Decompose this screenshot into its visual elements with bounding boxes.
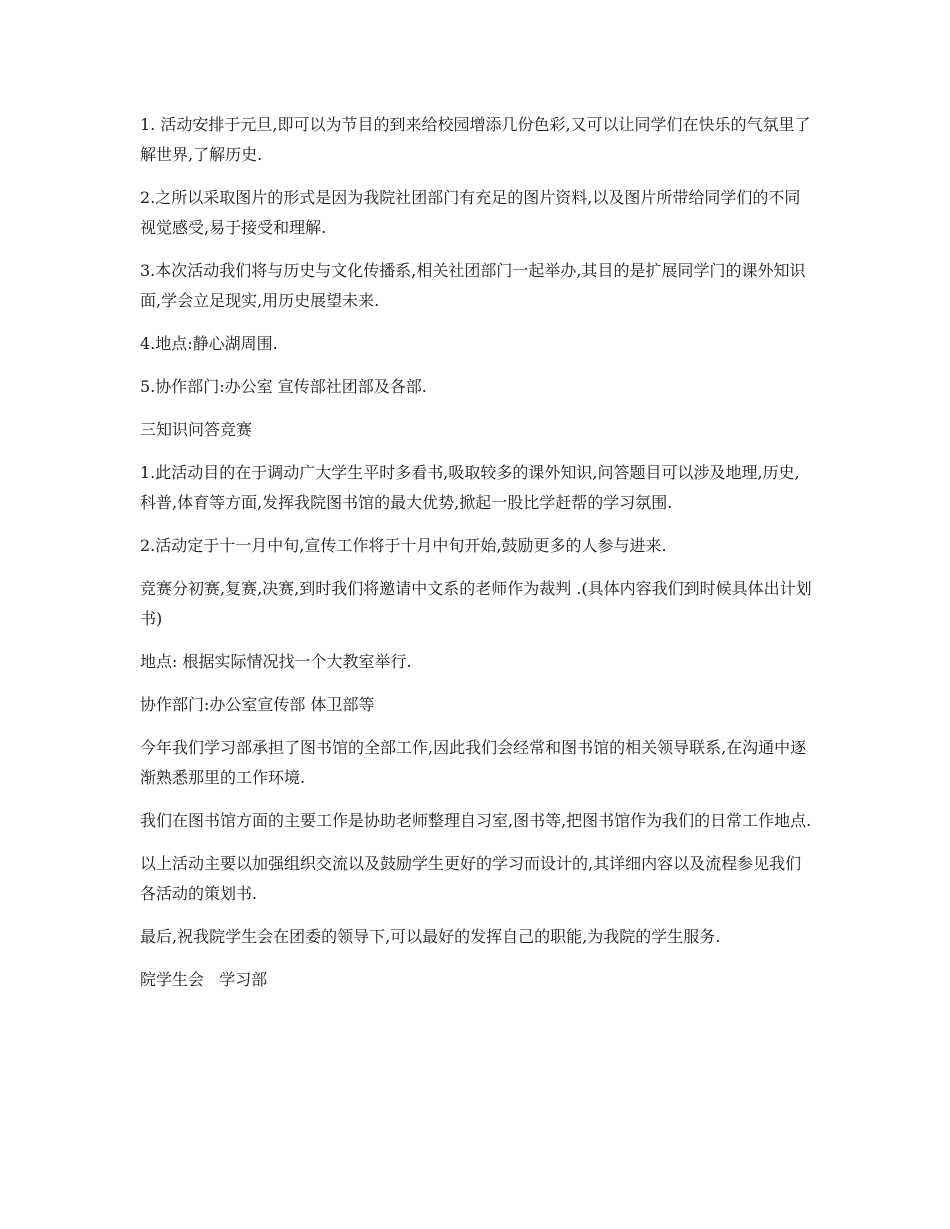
paragraph-quiz-departments: 协作部门:办公室宣传部 体卫部等	[140, 695, 375, 714]
paragraph-location: 4.地点:静心湖周围.	[140, 334, 278, 353]
paragraph-closing-wish: 最后,祝我院学生会在团委的领导下,可以最好的发挥自己的职能,为我院的学生服务.	[140, 927, 721, 946]
paragraph-picture-format: 2.之所以采取图片的形式是因为我院社团部门有充足的图片资料,以及图片所带给同学们的不同视觉感受,易于接受和理解.	[140, 188, 801, 237]
signature: 院学生会 学习部	[140, 970, 268, 989]
section-heading-quiz: 三知识问答竞赛	[140, 420, 253, 439]
paragraph-cooperating-departments: 5.协作部门:办公室 宣传部社团部及各部.	[140, 377, 427, 396]
paragraph-quiz-purpose: 1.此活动目的在于调动广大学生平时多看书,吸取较多的课外知识,问答题目可以涉及地理,历史,科普,体育等方面,发挥我院图书馆的最大优势,掀起一股比学赶帮的学习氛围.	[140, 463, 800, 512]
paragraph-quiz-rounds: 竞赛分初赛,复赛,决赛,到时我们将邀请中文系的老师作为裁判 .(具体内容我们到时候具体出计划书)	[140, 579, 812, 628]
paragraph-library-tasks: 我们在图书馆方面的主要工作是协助老师整理自习室,图书等,把图书馆作为我们的日常工作地点.	[140, 811, 812, 830]
paragraph-quiz-location: 地点: 根据实际情况找一个大教室举行.	[140, 652, 412, 671]
paragraph-library-work: 今年我们学习部承担了图书馆的全部工作,因此我们会经常和图书馆的相关领导联系,在沟通中逐渐熟悉那里的工作环境.	[140, 738, 807, 787]
document-body	[140, 110, 812, 1008]
paragraph-joint-organizers: 3.本次活动我们将与历史与文化传播系,相关社团部门一起举办,其目的是扩展同学门的课外知识面,学会立足现实,用历史展望未来.	[140, 261, 806, 310]
paragraph-summary: 以上活动主要以加强组织交流以及鼓励学生更好的学习而设计的,其详细内容以及流程参见我们各活动的策划书.	[140, 854, 802, 903]
paragraph-quiz-schedule: 2.活动定于十一月中旬,宣传工作将于十月中旬开始,鼓励更多的人参与进来.	[140, 536, 667, 555]
paragraph-activity-timing: 1. 活动安排于元旦,即可以为节目的到来给校园增添几份色彩,又可以让同学们在快乐的气氛里了解世界,了解历史.	[140, 115, 811, 164]
